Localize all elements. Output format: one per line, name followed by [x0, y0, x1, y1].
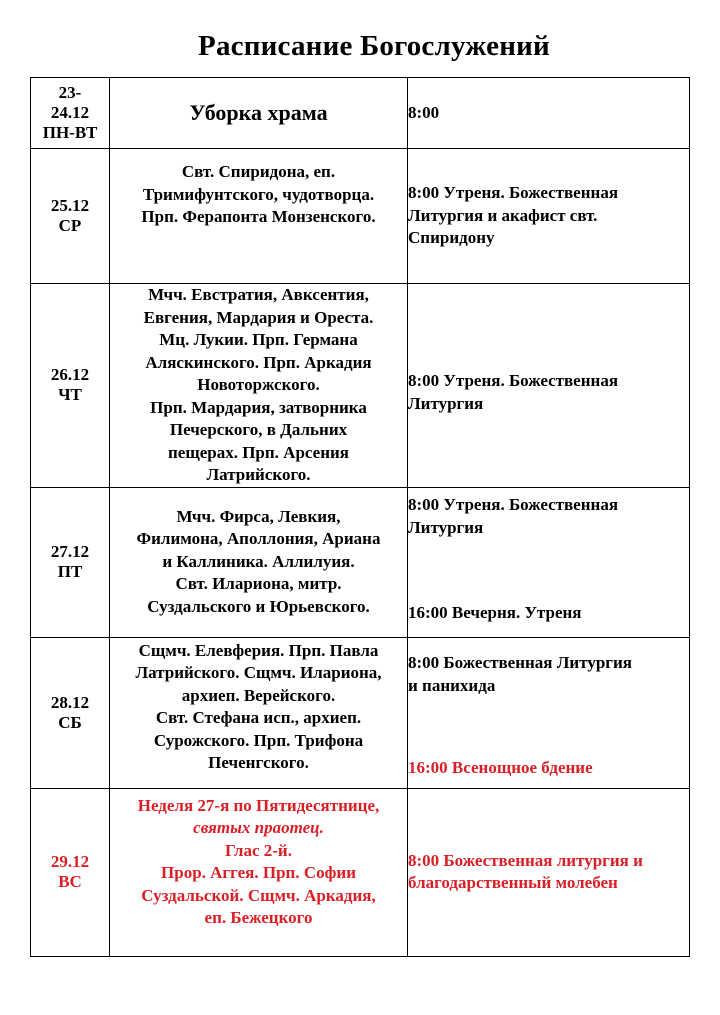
service-evening-line: 16:00 Всенощное бдение — [408, 757, 593, 777]
service-cell — [408, 149, 690, 284]
service-line: и панихида — [408, 675, 496, 695]
saint-line: Новоторжского. — [197, 375, 320, 394]
date-line: 24.12 — [50, 103, 90, 122]
saint-line: Мчч. Евстратия, Авксентия, — [148, 285, 369, 304]
saint-line: Суздальского и Юрьевского. — [147, 596, 370, 616]
date-cell — [31, 788, 110, 956]
date-cell — [31, 637, 110, 788]
saint-cell — [110, 788, 408, 956]
service-line: Литургия — [408, 517, 484, 537]
saint-line: Аляскинского. Прп. Аркадия — [145, 352, 372, 372]
service-line: 8:00 Божественная литургия и — [408, 850, 643, 870]
saint-line: Свт. Илариона, митр. — [175, 574, 342, 594]
saint-line: Свт. Спиридона, еп. — [181, 162, 336, 181]
saint-line: Прор. Аггея. Прп. Софии — [161, 863, 356, 882]
service-line: 8:00 Утреня. Божественная — [408, 183, 619, 203]
saint-line: Мц. Лукии. Прп. Германа — [159, 330, 358, 349]
saint-line: Прп. Ферапонта Монзенского. — [141, 207, 376, 226]
saint-line: Глас 2-й. — [225, 840, 292, 860]
table-row — [31, 149, 690, 284]
service-cell — [408, 788, 690, 956]
date-line: ПТ — [57, 562, 83, 581]
date-line: ЧТ — [58, 385, 82, 405]
saint-line: Свт. Стефана исп., архиеп. — [155, 708, 362, 727]
service-cell — [408, 284, 690, 488]
saint-cell — [110, 149, 408, 284]
service-line: Спиридону — [408, 228, 495, 248]
service-cell — [408, 487, 690, 637]
saint-line: архиеп. Верейского. — [181, 685, 336, 705]
saint-line: Прп. Мардария, затворника — [150, 397, 367, 417]
saint-line: Тримифунтского, чудотворца. — [142, 184, 375, 204]
schedule-table — [30, 77, 690, 957]
saint-line: Латрийского. Сщмч. Илариона, — [135, 663, 382, 682]
table-row — [31, 637, 690, 788]
date-cell — [31, 78, 110, 149]
date-line: 26.12 — [50, 365, 90, 385]
page-title: Расписание Богослужений — [198, 30, 550, 62]
table-row — [31, 78, 690, 149]
saint-cell — [110, 487, 408, 637]
saint-line: Суздальской. Сщмч. Аркадия, — [141, 885, 376, 905]
date-line: СР — [58, 216, 82, 235]
date-line: 29.12 — [50, 852, 90, 871]
saint-line: Латрийского. — [206, 465, 311, 484]
saint-cell — [110, 78, 408, 149]
date-line: 28.12 — [50, 692, 90, 712]
saint-line: Сщмч. Елевферия. Прп. Павла — [138, 640, 379, 660]
saint-line: Евгения, Мардария и Ореста. — [143, 307, 374, 327]
saint-line: Мчч. Фирса, Левкия, — [176, 506, 341, 526]
saint-cell — [110, 284, 408, 488]
saint-line: Печерского, в Дальних — [169, 420, 348, 439]
service-cell — [408, 78, 690, 149]
saint-line: пещерах. Прп. Арсения — [168, 442, 349, 462]
saint-cell — [110, 637, 408, 788]
service-cell — [408, 637, 690, 788]
saint-line: святых праотец. — [193, 818, 324, 837]
saint-line: Филимона, Аполлония, Ариана — [136, 529, 381, 549]
service-line: 8:00 — [408, 102, 440, 122]
service-line: благодарственный молебен — [408, 873, 618, 892]
date-line: СБ — [58, 712, 82, 732]
table-row — [31, 788, 690, 956]
date-line: ПН-ВТ — [42, 123, 98, 142]
service-line: 8:00 Утреня. Божественная — [408, 495, 619, 514]
saint-line: Печенгского. — [208, 753, 309, 772]
date-cell — [31, 284, 110, 488]
date-line: 25.12 — [50, 196, 90, 215]
service-line: Литургия и акафист свт. — [408, 205, 598, 225]
saint-line: Сурожского. Прп. Трифона — [153, 730, 364, 750]
date-cell — [31, 487, 110, 637]
date-cell — [31, 149, 110, 284]
service-line: 8:00 Божественная Литургия — [408, 653, 632, 672]
date-line: 23- — [58, 83, 82, 102]
service-evening-line: 16:00 Вечерня. Утреня — [408, 602, 582, 622]
service-line: Литургия — [408, 393, 484, 413]
date-line: 27.12 — [50, 542, 90, 561]
table-row — [31, 487, 690, 637]
date-line: ВС — [58, 872, 82, 891]
saint-line: Неделя 27-я по Пятидесятнице, — [137, 795, 380, 815]
saint-line: еп. Бежецкого — [204, 908, 313, 927]
saint-line: и Каллиника. Аллилуия. — [162, 551, 355, 571]
service-line: 8:00 Утреня. Божественная — [408, 371, 619, 391]
table-row — [31, 284, 690, 488]
saint-line: Уборка храма — [189, 99, 328, 125]
